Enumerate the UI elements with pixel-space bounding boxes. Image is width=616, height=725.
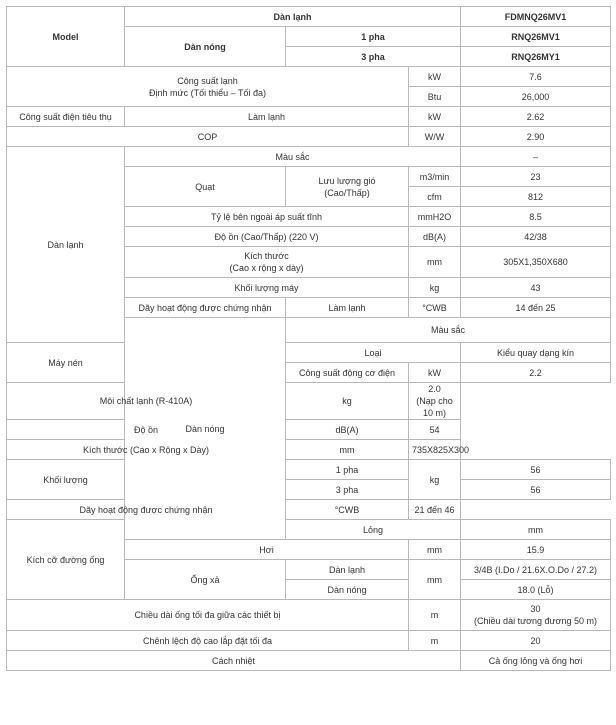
max-height-unit: m xyxy=(409,631,461,651)
cooling-capacity-label: Công suất lạnh Định mức (Tối thiểu – Tối đa) xyxy=(7,67,409,107)
outdoor-range-label: Dãy hoạt động được chứng nhận xyxy=(7,500,286,520)
spec-table xyxy=(6,6,611,671)
outdoor-weight-phase1: 1 pha xyxy=(286,460,409,480)
phase1-label: 1 pha xyxy=(286,27,461,47)
drain-pipe-outdoor-value: 18.0 (Lỗ) xyxy=(461,580,611,600)
airflow-value-m3: 23 xyxy=(461,167,611,187)
drain-pipe-label: Ống xả xyxy=(125,560,286,600)
indoor-dimensions-label: Kích thước (Cao x rộng x dày) xyxy=(125,247,409,278)
outdoor-weight-value-phase3: 56 xyxy=(461,480,611,500)
drain-pipe-unit: mm xyxy=(409,560,461,600)
indoor-range-value: 14 đến 25 xyxy=(461,298,611,318)
airflow-label: Lưu lượng gió (Cao/Thấp) xyxy=(286,167,409,207)
insulation-value: Cả ống lỏng và ống hơi xyxy=(461,651,611,671)
cooling-capacity-value-kw: 7.6 xyxy=(461,67,611,87)
indoor-noise-value: 42/38 xyxy=(461,227,611,247)
outdoor-weight-unit: kg xyxy=(409,460,461,500)
indoor-weight-unit: kg xyxy=(409,278,461,298)
cooling-capacity-unit-btu: Btu xyxy=(409,87,461,107)
outdoor-unit-label: Dàn nóng xyxy=(125,27,286,67)
drain-pipe-indoor-label: Dàn lạnh xyxy=(286,560,409,580)
power-input-unit: kW xyxy=(409,107,461,127)
liquid-pipe-unit: mm xyxy=(461,520,611,540)
esp-label: Tỷ lệ bên ngoài áp suất tĩnh xyxy=(125,207,409,227)
outdoor-range-unit: °CWB xyxy=(286,500,409,520)
compressor-type-label: Loại xyxy=(286,343,461,363)
gas-pipe-unit: mm xyxy=(409,540,461,560)
drain-pipe-indoor-value: 3/4B (I.Do / 21.6X.O.Do / 27.2) xyxy=(461,560,611,580)
max-pipe-length-value: 30 (Chiều dài tương đương 50 m) xyxy=(461,600,611,631)
max-pipe-length-label: Chiều dài ống tối đa giữa các thiết bị xyxy=(7,600,409,631)
fan-label: Quạt xyxy=(125,167,286,207)
airflow-unit-m3: m3/min xyxy=(409,167,461,187)
outdoor-color-label: Màu sắc xyxy=(286,318,611,343)
outdoor-group-label: Dàn nóng xyxy=(125,318,286,540)
airflow-value-cfm: 812 xyxy=(461,187,611,207)
indoor-color-value: – xyxy=(461,147,611,167)
motor-output-value: 2.2 xyxy=(461,363,611,383)
airflow-unit-cfm: cfm xyxy=(409,187,461,207)
indoor-model: FDMNQ26MV1 xyxy=(461,7,611,27)
model-label: Model xyxy=(7,7,125,67)
liquid-pipe-label: Lỏng xyxy=(286,520,461,540)
refrigerant-value: 2.0 (Nạp cho 10 m) xyxy=(409,383,461,420)
indoor-dimensions-value: 305X1,350X680 xyxy=(461,247,611,278)
power-input-mode: Làm lạnh xyxy=(125,107,409,127)
indoor-color-label: Màu sắc xyxy=(125,147,461,167)
indoor-weight-value: 43 xyxy=(461,278,611,298)
outdoor-noise-label: Độ ồn xyxy=(7,420,286,440)
esp-unit: mmH2O xyxy=(409,207,461,227)
outdoor-weight-phase3: 3 pha xyxy=(286,480,409,500)
outdoor-weight-value-phase1: 56 xyxy=(461,460,611,480)
cop-unit: W/W xyxy=(409,127,461,147)
refrigerant-label: Môi chất lạnh (R-410A) xyxy=(7,383,286,420)
outdoor-noise-unit: dB(A) xyxy=(286,420,409,440)
gas-pipe-value: 15.9 xyxy=(461,540,611,560)
compressor-label: Máy nén xyxy=(7,343,125,383)
compressor-type-value: Kiểu quay dạng kín xyxy=(461,343,611,363)
phase3-label: 3 pha xyxy=(286,47,461,67)
outdoor-dimensions-label: Kích thước (Cao x Rộng x Dày) xyxy=(7,440,286,460)
piping-group-label: Kích cỡ đường ống xyxy=(7,520,125,600)
insulation-label: Cách nhiệt xyxy=(7,651,461,671)
indoor-range-mode: Làm lạnh xyxy=(286,298,409,318)
max-pipe-length-unit: m xyxy=(409,600,461,631)
refrigerant-unit: kg xyxy=(286,383,409,420)
indoor-noise-label: Độ ồn (Cao/Thấp) (220 V) xyxy=(125,227,409,247)
indoor-range-unit: °CWB xyxy=(409,298,461,318)
indoor-weight-label: Khối lượng máy xyxy=(125,278,409,298)
cop-label: COP xyxy=(7,127,409,147)
phase3-model: RNQ26MY1 xyxy=(461,47,611,67)
motor-output-label: Công suất động cơ điện xyxy=(286,363,409,383)
max-height-value: 20 xyxy=(461,631,611,651)
indoor-unit-label: Dàn lạnh xyxy=(125,7,461,27)
indoor-dimensions-unit: mm xyxy=(409,247,461,278)
power-input-value: 2.62 xyxy=(461,107,611,127)
outdoor-weight-label: Khối lượng xyxy=(7,460,125,500)
outdoor-range-value: 21 đến 46 xyxy=(409,500,461,520)
cooling-capacity-unit-kw: kW xyxy=(409,67,461,87)
drain-pipe-outdoor-label: Dàn nóng xyxy=(286,580,409,600)
phase1-model: RNQ26MV1 xyxy=(461,27,611,47)
outdoor-dimensions-unit: mm xyxy=(286,440,409,460)
esp-value: 8.5 xyxy=(461,207,611,227)
cooling-capacity-value-btu: 26,000 xyxy=(461,87,611,107)
outdoor-noise-value: 54 xyxy=(409,420,461,440)
outdoor-dimensions-value: 735X825X300 xyxy=(409,440,461,460)
gas-pipe-label: Hơi xyxy=(125,540,409,560)
power-input-label: Công suất điện tiêu thụ xyxy=(7,107,125,127)
motor-output-unit: kW xyxy=(409,363,461,383)
cop-value: 2.90 xyxy=(461,127,611,147)
max-height-label: Chênh lệch độ cao lắp đặt tối đa xyxy=(7,631,409,651)
indoor-noise-unit: dB(A) xyxy=(409,227,461,247)
indoor-group-label: Dàn lạnh xyxy=(7,147,125,343)
indoor-range-label: Dãy hoạt động được chứng nhận xyxy=(125,298,286,318)
